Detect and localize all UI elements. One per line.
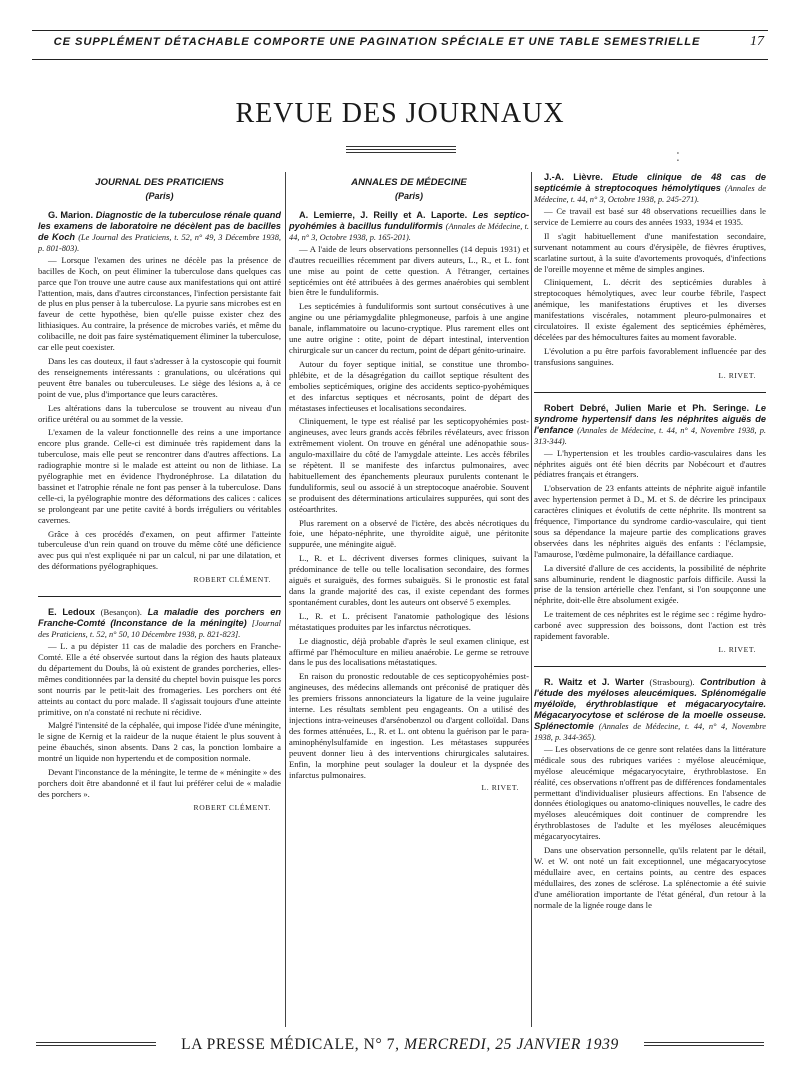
article-title: Diagnostic de la tuberculose rénale quand les examens de laboratoire ne décèlent pas de bacilles de Koch: [38, 209, 281, 242]
article-author: J.-A. Lièvre.: [544, 172, 603, 182]
column-2: [289, 172, 529, 1027]
supplement-notice: CE SUPPLÉMENT DÉTACHABLE COMPORTE UNE PAGINATION SPÉCIALE ET UNE TABLE SEMESTRIELLE: [53, 36, 701, 48]
article-heading: [534, 403, 766, 447]
article-paragraph: — Ce travail est basé sur 48 observations recueillies dans le service de Lemierre au cours des années 1933, 1934 et 1935.: [534, 206, 766, 227]
article: [534, 677, 766, 911]
page-number: 17: [750, 34, 764, 49]
journal-place: (Paris): [394, 190, 423, 201]
article-signature: ROBERT CLÉMENT.: [193, 802, 271, 812]
column-1: [38, 172, 281, 1027]
article-author: G. Marion.: [48, 209, 94, 220]
article-paragraph: Devant l'inconstance de la méningite, le terme de « méningite » des porchers doit être abandonné et il faut lui préférer celui de « maladie des porchers ».: [38, 767, 281, 799]
article-paragraph: L., R. et L. décrivent diverses formes cliniques, suivant la prédominance de telle ou telle localisation secondaire, des formes aiguës et suraiguës, des formes subaiguës. Si le pronostic est fatal dans la grande majorité des cas, il existe cependant des formes spontanément curables, dont les auteurs ont observé 5 exemples.: [289, 553, 529, 607]
page-footer: [36, 1036, 764, 1058]
article-author: E. Ledoux: [48, 607, 95, 618]
article-paragraph: — L. a pu dépister 11 cas de maladie des porchers en Franche-Comté. Elle a été observée surtout dans la région des hauts plateaux du département du Doubs, là où existent de grandes porcheries, elles-mêmes conditionnées par la densité du cheptel bovin puisque les porcs sont nourris par le petit-lait des fromageries. Les porchers ont été atteints au contact du porc malade. Il s'agissait toujours d'une atteinte primitive, on n'a constaté ni rechute ni récidive.: [38, 641, 281, 717]
supplement-header: [32, 30, 768, 60]
article-paragraph: Il s'agit habituellement d'une manifestation secondaire, survenant notamment au cours d'érysipèle, de fièvres éruptives, scarlatine surtout, à la suite d'avortements provoqués, d'infections de l'oreille moyenne et même de simples angines.: [534, 230, 766, 274]
article-paragraph: Malgré l'intensité de la céphalée, qui impose l'idée d'une méningite, le signe de Kernig et la raideur de la nuque étaient le plus souvent à peine ébauchés, sinon absents. Dans 2 cas, la ponction lombaire a montré un liquide non hypertendu et de composition normale.: [38, 720, 281, 764]
article-paragraph: L'évolution a pu être parfois favorablement influencée par des transfusions sanguines.: [534, 345, 766, 367]
article: [38, 607, 281, 814]
article-paragraph: — L'hypertension et les troubles cardio-vasculaires dans les néphrites aiguës ont été bien décrits par Nobécourt et d'autres pédiatres français et étrangers.: [534, 447, 766, 480]
article-signature: L. RIVET.: [481, 783, 519, 793]
article-author: Robert Debré, Julien Marie et Ph. Seringe.: [544, 402, 749, 413]
article-signature: L. RIVET.: [718, 645, 756, 654]
article-title: La maladie des porchers en Franche-Comté (Inconstance de la méningite): [38, 607, 281, 629]
article-affiliation: (Strasbourg).: [649, 676, 695, 687]
article-paragraph: — A l'aide de leurs observations personnelles (14 depuis 1931) et d'autres recueillies récemment par divers auteurs, L., R., et L. font une mise au point de cette question. A l'étranger, certaines septicémies ont été attribuées à des germes anaérobies qui semblent bien être le funduliformis.: [289, 243, 529, 298]
article-heading: [38, 210, 281, 254]
article-separator: [38, 596, 281, 597]
article-title: Etude clinique de 48 cas de septicémie à streptocoques hémolytiques: [534, 172, 766, 193]
article-paragraph: — Les observations de ce genre sont relatées dans la littérature médicale sous des rubriques variées : myélose aleucémique, myélose aleucémique mégacaryocytaire, érythroblastose. En réalité, ces observations n'offrent pas de différences fondamentales permettant d'individualiser plusieurs affections. En l'absence de données étiologiques ou anatomo-cliniques nouvelles, le cadre des myéloses aleucémiques doit continuer de comprendre les érythroblastoses de l'adulte et les myéloses aleucémiques mégacaryocytaires.: [534, 743, 766, 842]
article-paragraph: Cliniquement, L. décrit des septicémies durables à streptocoques hémolytiques, avec leur courbe fébrile, l'aspect anémique, les manifestations éruptives et les diverses manifestations viscérales, notamment pleuro-pulmonaires et circulatoires. Il existe également des septicémies éphémères, décelées par des hémocultures faites au moment favorable.: [534, 277, 766, 342]
article-signature: L. RIVET.: [718, 370, 756, 380]
article-heading: [534, 677, 766, 743]
article: [38, 210, 281, 586]
article-reference: (Annales de Médecine, t. 44, n° 4, Novembre 1938, p. 344-365).: [534, 721, 766, 742]
article-reference: (Le Journal des Praticiens, t. 52, n° 49, 3 Décembre 1938, p. 801-803).: [38, 232, 281, 253]
journal-name: ANNALES DE MÉDECINE: [351, 177, 467, 188]
article-paragraph: Les altérations dans la tuberculose se trouvent au niveau d'un orifice urétéral ou au sommet de la vessie.: [38, 402, 281, 424]
article-reference: (Annales de Médecine, t. 44, n° 3, Octobre 1938, p. 165-201).: [289, 221, 529, 242]
article-paragraph: Autour du foyer septique initial, se constitue une thrombo-phlébite, et de la désagrégation du caillot septique résultent des embolies septicémiques, origine des accidents septico-pyohémiques et des infarctus septiques et nécrosants, point de départ des métastases infectieuses et localisations secondaires.: [289, 358, 529, 413]
article-reference: (Annales de Médecine, t. 44, n° 4, Novembre 1938, p. 313-344).: [534, 425, 766, 446]
footer-rule-right: [644, 1042, 764, 1048]
article-paragraph: Le diagnostic, déjà probable d'après le seul examen clinique, est affirmé par l'hémoculture en milieu anaérobie. Le germe se retrouve dans le pus des localisations métastatiques.: [289, 635, 529, 668]
article-paragraph: Grâce à ces procédés d'examen, on peut affirmer l'atteinte tuberculeuse d'un rein quand on trouve du même côté une déficience avec pus qui n'est expliquée ni par un calcul, ni par une dilatation, et des déformations pyélographiques.: [38, 528, 281, 572]
article-paragraph: Plus rarement on a observé de l'ictère, des abcès nécrotiques du foie, une hépato-néphrite, une thyroïdite aiguë, une péritonite suppurée, une méningite aiguë.: [289, 517, 529, 550]
article-heading: [534, 172, 766, 205]
column-3: [534, 172, 766, 1027]
article-paragraph: La diversité d'allure de ces accidents, la possibilité de néphrite sans albuminurie, rendent le diagnostic parfois difficile. Aussi la prise de la tension artérielle chez l'enfant, si l'on soupçonne une néphrite, doit-elle être absolument exigée.: [534, 562, 766, 606]
article-paragraph: L'examen de la valeur fonctionnelle des reins a une importance encore plus grande. Celle-ci est diminuée très rapidement dans la tuberculose, mais elle peut se rencontrer dans d'autres affections. La radiographie montre si le malade est atteint ou non de lithiase. La pyélographie met en évidence l'hydronéphrose. La dilatation du bassinet et l'atrophie rénale ne font pas penser à la tuberculose. Dans celle-ci, la pyélographie montre des déformations des calices : calices se prolongeant par une petite cavité à bords irréguliers ou véritables cavernes.: [38, 427, 281, 525]
article-heading: [289, 210, 529, 243]
article-reference: (Annales de Médecine, t. 44, n° 3, Octobre 1938, p. 245-271).: [534, 184, 766, 204]
journal-name: JOURNAL DES PRATICIENS: [95, 177, 224, 188]
article-affiliation: (Besançon).: [100, 607, 142, 618]
article-paragraph: Dans les cas douteux, il faut s'adresser à la cystoscopie qui fournit des renseignements intéressants : granulations, ou ulcérations qui peuvent être banales ou tuberculeuses. Le siège des lésions a, à ce point de vue, plus d'importance que leurs caractères.: [38, 355, 281, 399]
article-author: R. Waitz et J. Warter: [544, 676, 644, 687]
article-paragraph: L., R. et L. précisent l'anatomie pathologique des lésions métastatiques produites par les infarctus nécrotiques.: [289, 610, 529, 632]
section-title: REVUE DES JOURNAUX: [235, 98, 565, 129]
article-title: Le syndrome hypertensif dans les néphrites aiguës de l'enfance: [534, 402, 766, 435]
article-paragraph: Dans une observation personnelle, qu'ils relatent par le détail, W. et W. ont noté un fait exceptionnel, une mégacaryocytose médullaire avec, en certains points, au centre des espaces médullaires, des zones de sclérose. La splénectomie a été suivie d'une amélioration importante de l'état général, d'un retour à la normale de la lignée rouge dans le: [534, 845, 766, 910]
journal-place: (Paris): [145, 190, 174, 201]
article: [534, 172, 766, 382]
article-paragraph: En raison du pronostic redoutable de ces septicopyohémies post-angineuses, des médecins allemands ont préconisé de pratiquer dès les premiers frissons annonciateurs la ligature de la veine jugulaire interne. Les résultats semblent peu engageants. On a utilisé des injections intra-veineuses d'arsénobenzol ou d'argent colloïdal. Dans des formes atténuées, L., R. et L. ont obtenu la guérison par le para-aminophénylsulfamide en ingestion. Les métastases suppurées peuvent donner lieu à des interventions chirurgicales salutaires. Enfin, la morphine peut soulager la douleur et la dyspnée des infarctus pulmonaires.: [289, 671, 529, 780]
article-separator: [534, 392, 766, 393]
article-paragraph: L'observation de 23 enfants atteints de néphrite aiguë infantile avec hypertension permet à D., M. et S. de décrire les principaux caractères cliniques et évolutifs de cette néphrite. Ils montrent sa fréquence, l'importance du syndrome cardio-vasculaire, qui tient sous sa dépendance la majeure partie des complications graves observées dans les néphrites aiguës des enfants : l'éclampsie, l'amaurose, l'œdème pulmonaire, la défaillance cardiaque.: [534, 483, 766, 559]
column-rule-right: [531, 172, 532, 1027]
article-paragraph: Le traitement de ces néphrites est le régime sec : régime hydro-carboné avec suppression des boissons, dont l'action est très rapidement favorable.: [534, 609, 766, 642]
article-paragraph: Cliniquement, le type est réalisé par les septicopyohémies post-angineuses, avec leurs grands accès fébriles révélateurs, avec frisson extrêmement violent. On trouve en général une adénopathie sous-angulo-maxillaire du côté de l'amygdale atteinte. Les accès fébriles se répètent. Il se manifeste des infarctus pulmonaires, avec habituellement des épanchements pleuraux purulents contenant le funduliformis, seul ou associé à un streptocoque anaérobie. Souvent se produisent des déterminations articulaires suppurées, qui sont des ostéoarthrites.: [289, 416, 529, 514]
article-separator: [534, 666, 766, 667]
article-paragraph: — Lorsque l'examen des urines ne décèle pas la présence de bacilles de Koch, on peut éliminer la tuberculose dans quelques cas parce que l'on trouve une autre cause aux manifestations qui ont attiré l'attention, mais, dans d'autres circonstances, l'infection persistante fait de plus en plus penser à la tuberculose. La pyurie sans microbes est en faveur de cette hypothèse, bien qu'elle puisse exister chez des lithiasiques. Au contraire, la présence de microbes variés, et même du colibacille, ne doit pas faire systématiquement éliminer la tuberculose, car elle peut coexister.: [38, 254, 281, 353]
article-paragraph: Les septicémies à funduliformis sont surtout consécutives à une angine ou une périamygdalite phlegmoneuse, parfois à une angine banale, inflammatoire ou lacuno-cryptique. Plus rarement elles ont une autre origine : otite, point de départ intestinal, intervention chirurgicale sur un cancer du rectum, point de départ génito-urinaire.: [289, 301, 529, 355]
margin-mark: ⁚: [676, 150, 680, 164]
footer-date: MERCREDI, 25 JANVIER 1939: [404, 1036, 619, 1053]
title-ornament-rule: [346, 146, 456, 155]
article: [534, 403, 766, 656]
column-rule-left: [285, 172, 286, 1027]
article-heading: [38, 607, 281, 640]
article: [289, 210, 529, 795]
article-title: Contribution à l'étude des myéloses aleucémiques. Splénomégalie myéloïde, érythroblastique et mégacaryocytaire. Mégacaryocytose et sclérose de la moelle osseuse. Splénectomie: [534, 676, 766, 731]
article-author: A. Lemierre, J. Reilly et A. Laporte.: [299, 209, 468, 220]
article-signature: ROBERT CLÉMENT.: [193, 575, 271, 585]
article-title: Les septico-pyohémies à bacillus funduliformis: [289, 209, 529, 231]
article-reference: [Journal des Praticiens, t. 52, n° 50, 10 Décembre 1938, p. 821-823].: [38, 619, 281, 640]
footer-journal: LA PRESSE MÉDICALE, N° 7,: [181, 1036, 400, 1053]
